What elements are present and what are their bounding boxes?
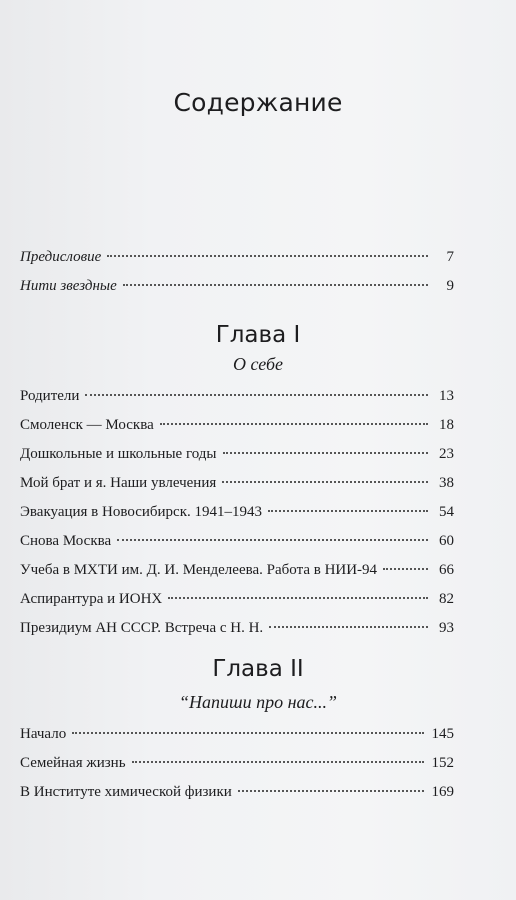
toc-entry[interactable] (20, 272, 454, 301)
chapter-heading: Глава II (212, 656, 304, 682)
dot-leader (383, 568, 428, 570)
toc-entry-page: 82 (439, 591, 454, 607)
toc-entry-label: Дошкольные и школьные годы (20, 446, 217, 462)
toc-entry[interactable] (20, 382, 454, 411)
toc-entry[interactable] (20, 440, 454, 469)
dot-leader (268, 510, 428, 512)
toc-entry-page: 169 (431, 784, 454, 800)
chapter-heading: Глава I (215, 322, 301, 348)
dot-leader (123, 284, 428, 286)
dot-leader (85, 394, 428, 396)
toc-entry[interactable] (20, 720, 454, 749)
toc-entry-label: В Институте химической физики (20, 784, 232, 800)
toc-entry-page: 66 (439, 562, 454, 578)
toc-entry-page: 93 (439, 620, 454, 636)
toc-entry-page: 9 (446, 278, 454, 294)
toc-entry-page: 7 (446, 249, 454, 265)
toc-entry[interactable] (20, 778, 454, 807)
page-title: Содержание (173, 88, 343, 117)
dot-leader (269, 626, 428, 628)
toc-entry-label: Снова Москва (20, 533, 112, 549)
chapter2-list (20, 720, 454, 807)
toc-entry-label: Родители (20, 388, 80, 404)
toc-entry-page: 60 (439, 533, 454, 549)
toc-entry-page: 23 (439, 446, 454, 462)
toc-entry-page: 152 (431, 755, 454, 771)
toc-entry-label: Аспирантура и ИОНХ (20, 591, 163, 607)
toc-entry[interactable] (20, 243, 454, 272)
toc-entry-page: 13 (439, 388, 454, 404)
dot-leader (160, 423, 428, 425)
toc-entry[interactable] (20, 498, 454, 527)
toc-entry-page: 54 (439, 504, 454, 520)
toc-entry-label: Президиум АН СССР. Встреча с Н. Н. (20, 620, 264, 636)
dot-leader (222, 481, 428, 483)
toc-entry-label: Мой брат и я. Наши увлечения (20, 475, 217, 491)
front-matter-list (20, 243, 454, 301)
dot-leader (107, 255, 428, 257)
toc-entry-label: Нити звездные (20, 278, 117, 294)
toc-entry-label: Предисловие (20, 249, 102, 265)
toc-entry-label: Учеба в МХТИ им. Д. И. Менделеева. Работа в НИИ-94 (20, 562, 378, 578)
dot-leader (132, 761, 424, 763)
toc-entry[interactable] (20, 585, 454, 614)
toc-entry-page: 38 (439, 475, 454, 491)
toc-entry[interactable] (20, 411, 454, 440)
dot-leader (117, 539, 428, 541)
dot-leader (223, 452, 428, 454)
toc-entry[interactable] (20, 614, 454, 643)
toc-entry[interactable] (20, 556, 454, 585)
chapter-subtitle: О себе (232, 354, 284, 374)
toc-entry-label: Начало (20, 726, 67, 742)
toc-entry[interactable] (20, 749, 454, 778)
chapter1-list (20, 382, 454, 643)
toc-entry-page: 145 (431, 726, 454, 742)
dot-leader (72, 732, 423, 734)
toc-entry-label: Эвакуация в Новосибирск. 1941–1943 (20, 504, 262, 520)
toc-entry-page: 18 (439, 417, 454, 433)
dot-leader (168, 597, 428, 599)
toc-entry-label: Смоленск — Москва (20, 417, 154, 433)
toc-entry[interactable] (20, 469, 454, 498)
chapter-subtitle: “Напиши про нас...” (178, 692, 338, 712)
toc-entry-label: Семейная жизнь (20, 755, 126, 771)
toc-entry[interactable] (20, 527, 454, 556)
dot-leader (238, 790, 424, 792)
